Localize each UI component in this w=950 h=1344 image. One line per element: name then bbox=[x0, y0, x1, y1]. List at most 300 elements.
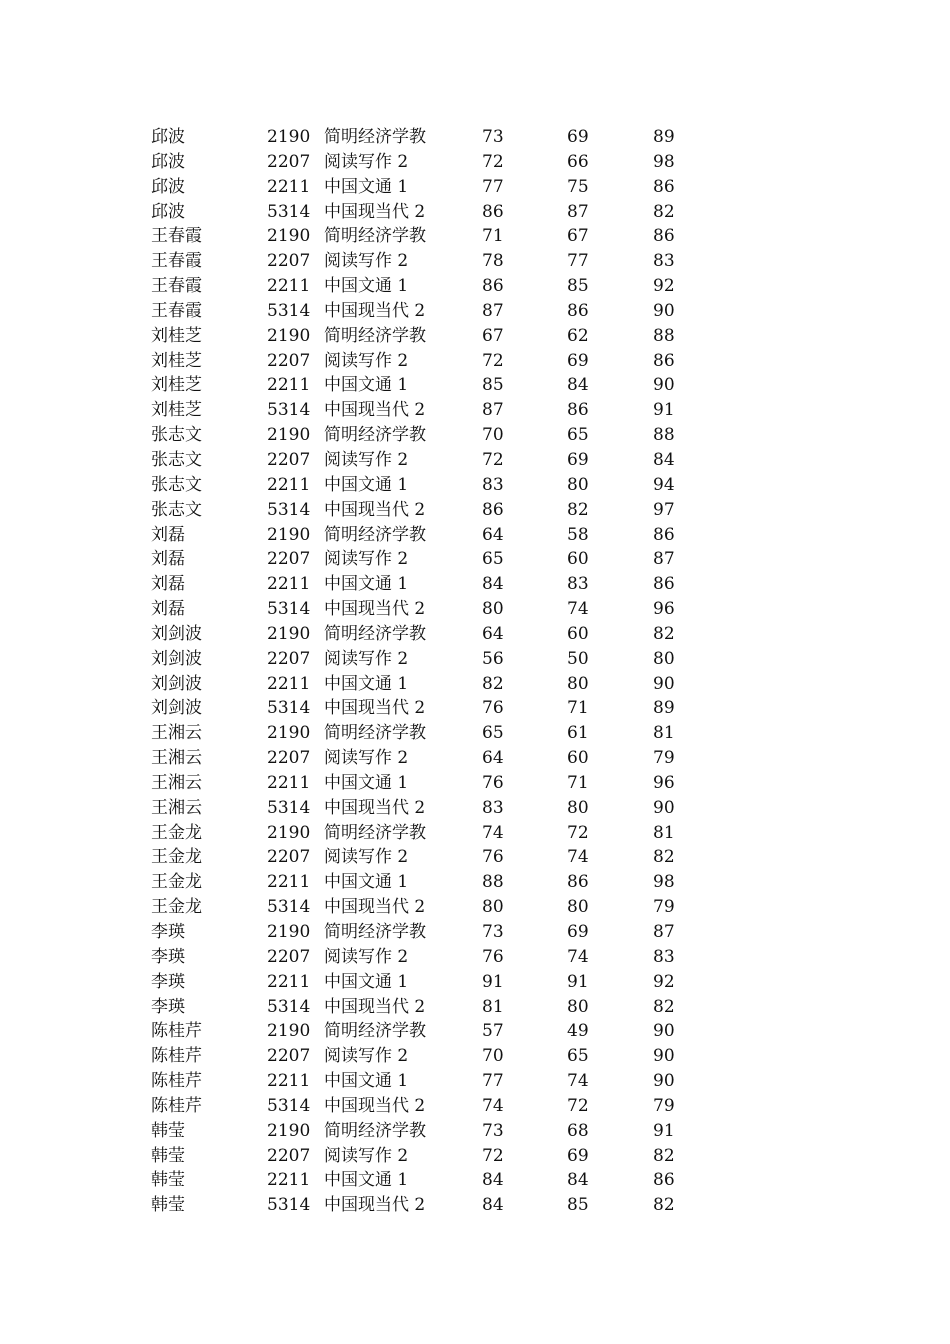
student-name-cell: 邱波 bbox=[151, 127, 185, 147]
table-row bbox=[151, 721, 711, 746]
student-name-cell: 刘剑波 bbox=[151, 648, 202, 669]
student-name-cell: 韩莹 bbox=[151, 1170, 185, 1191]
score-table bbox=[151, 125, 711, 1218]
course-name-cell: 简明经济学教 bbox=[324, 1021, 426, 1042]
score-regular-cell: 86 bbox=[653, 226, 675, 247]
score-exam-cell: 83 bbox=[567, 574, 589, 595]
course-name-cell: 中国现当代 2 bbox=[324, 499, 426, 520]
table-row bbox=[151, 920, 711, 945]
score-regular-cell: 87 bbox=[653, 922, 675, 942]
course-name-cell: 阅读写作 2 bbox=[324, 847, 409, 868]
score-total-cell: 80 bbox=[482, 599, 504, 620]
table-row bbox=[151, 398, 711, 423]
course-code-cell: 2211 bbox=[267, 673, 311, 694]
score-total-cell: 71 bbox=[482, 226, 504, 247]
score-total-cell: 87 bbox=[482, 300, 504, 321]
score-total-cell: 88 bbox=[482, 872, 504, 893]
score-total-cell: 64 bbox=[482, 524, 504, 545]
table-row bbox=[151, 746, 711, 771]
course-code-cell: 2211 bbox=[267, 772, 311, 793]
score-total-cell: 67 bbox=[482, 325, 504, 346]
score-total-cell: 84 bbox=[482, 574, 504, 595]
student-name-cell: 韩莹 bbox=[151, 1195, 185, 1216]
score-exam-cell: 87 bbox=[567, 201, 589, 222]
score-total-cell: 86 bbox=[482, 276, 504, 297]
course-code-cell: 2211 bbox=[267, 276, 311, 297]
score-exam-cell: 69 bbox=[567, 449, 589, 470]
student-name-cell: 张志文 bbox=[151, 499, 202, 520]
student-name-cell: 刘磊 bbox=[151, 524, 185, 545]
student-name-cell: 李瑛 bbox=[151, 996, 185, 1017]
score-total-cell: 86 bbox=[482, 499, 504, 520]
score-exam-cell: 91 bbox=[567, 971, 589, 992]
table-row bbox=[151, 1044, 711, 1069]
student-name-cell: 王金龙 bbox=[151, 822, 202, 843]
table-row bbox=[151, 1119, 711, 1144]
score-regular-cell: 96 bbox=[653, 599, 675, 620]
score-regular-cell: 82 bbox=[653, 996, 675, 1017]
score-regular-cell: 90 bbox=[653, 797, 675, 818]
student-name-cell: 刘磊 bbox=[151, 599, 185, 620]
score-exam-cell: 72 bbox=[567, 822, 589, 843]
course-name-cell: 简明经济学教 bbox=[324, 425, 426, 446]
student-name-cell: 李瑛 bbox=[151, 946, 185, 967]
score-regular-cell: 91 bbox=[653, 1120, 675, 1141]
student-name-cell: 陈桂芹 bbox=[151, 1071, 202, 1092]
course-code-cell: 5314 bbox=[267, 499, 311, 520]
student-name-cell: 王金龙 bbox=[151, 847, 202, 868]
table-row bbox=[151, 895, 711, 920]
student-name-cell: 刘剑波 bbox=[151, 673, 202, 694]
course-name-cell: 中国文通 1 bbox=[324, 872, 409, 893]
table-row bbox=[151, 771, 711, 796]
course-name-cell: 简明经济学教 bbox=[324, 922, 426, 942]
score-exam-cell: 69 bbox=[567, 127, 589, 147]
table-row bbox=[151, 597, 711, 622]
score-exam-cell: 86 bbox=[567, 400, 589, 421]
course-name-cell: 简明经济学教 bbox=[324, 127, 426, 147]
course-code-cell: 5314 bbox=[267, 698, 311, 719]
score-total-cell: 72 bbox=[482, 449, 504, 470]
score-exam-cell: 84 bbox=[567, 375, 589, 396]
score-total-cell: 72 bbox=[482, 1145, 504, 1166]
score-exam-cell: 68 bbox=[567, 1120, 589, 1141]
score-exam-cell: 74 bbox=[567, 1071, 589, 1092]
course-code-cell: 2207 bbox=[267, 449, 311, 470]
student-name-cell: 王湘云 bbox=[151, 772, 202, 793]
score-total-cell: 77 bbox=[482, 1071, 504, 1092]
score-regular-cell: 86 bbox=[653, 524, 675, 545]
table-row bbox=[151, 845, 711, 870]
course-code-cell: 2190 bbox=[267, 325, 311, 346]
score-total-cell: 72 bbox=[482, 350, 504, 371]
score-regular-cell: 90 bbox=[653, 375, 675, 396]
course-name-cell: 阅读写作 2 bbox=[324, 1145, 409, 1166]
student-name-cell: 刘桂芝 bbox=[151, 400, 202, 421]
student-name-cell: 陈桂芹 bbox=[151, 1046, 202, 1067]
table-row bbox=[151, 125, 711, 150]
score-regular-cell: 86 bbox=[653, 574, 675, 595]
score-exam-cell: 86 bbox=[567, 300, 589, 321]
course-name-cell: 中国文通 1 bbox=[324, 176, 409, 197]
score-regular-cell: 98 bbox=[653, 151, 675, 172]
course-name-cell: 中国文通 1 bbox=[324, 474, 409, 495]
course-name-cell: 简明经济学教 bbox=[324, 723, 426, 744]
score-total-cell: 76 bbox=[482, 772, 504, 793]
score-total-cell: 81 bbox=[482, 996, 504, 1017]
course-code-cell: 5314 bbox=[267, 996, 311, 1017]
score-exam-cell: 80 bbox=[567, 673, 589, 694]
course-name-cell: 简明经济学教 bbox=[324, 822, 426, 843]
course-code-cell: 5314 bbox=[267, 300, 311, 321]
course-name-cell: 简明经济学教 bbox=[324, 524, 426, 545]
course-name-cell: 中国现当代 2 bbox=[324, 797, 426, 818]
score-total-cell: 80 bbox=[482, 897, 504, 918]
score-total-cell: 84 bbox=[482, 1195, 504, 1216]
score-regular-cell: 87 bbox=[653, 549, 675, 570]
course-code-cell: 2207 bbox=[267, 1046, 311, 1067]
table-row bbox=[151, 423, 711, 448]
course-code-cell: 2190 bbox=[267, 623, 311, 644]
student-name-cell: 刘桂芝 bbox=[151, 325, 202, 346]
table-row bbox=[151, 995, 711, 1020]
table-row bbox=[151, 324, 711, 349]
score-exam-cell: 85 bbox=[567, 276, 589, 297]
course-name-cell: 中国文通 1 bbox=[324, 971, 409, 992]
table-row bbox=[151, 547, 711, 572]
table-row bbox=[151, 498, 711, 523]
score-exam-cell: 65 bbox=[567, 1046, 589, 1067]
table-row bbox=[151, 622, 711, 647]
table-row bbox=[151, 299, 711, 324]
course-name-cell: 阅读写作 2 bbox=[324, 748, 409, 769]
table-row bbox=[151, 572, 711, 597]
student-name-cell: 张志文 bbox=[151, 425, 202, 446]
student-name-cell: 陈桂芹 bbox=[151, 1021, 202, 1042]
course-code-cell: 2190 bbox=[267, 723, 311, 744]
course-name-cell: 中国文通 1 bbox=[324, 1071, 409, 1092]
score-regular-cell: 90 bbox=[653, 1046, 675, 1067]
course-code-cell: 2211 bbox=[267, 872, 311, 893]
course-code-cell: 2190 bbox=[267, 127, 311, 147]
course-code-cell: 2211 bbox=[267, 474, 311, 495]
student-name-cell: 韩莹 bbox=[151, 1120, 185, 1141]
course-code-cell: 5314 bbox=[267, 400, 311, 421]
table-row bbox=[151, 448, 711, 473]
score-total-cell: 76 bbox=[482, 946, 504, 967]
score-total-cell: 76 bbox=[482, 698, 504, 719]
score-exam-cell: 75 bbox=[567, 176, 589, 197]
score-regular-cell: 90 bbox=[653, 1021, 675, 1042]
course-code-cell: 2211 bbox=[267, 971, 311, 992]
table-row bbox=[151, 1069, 711, 1094]
score-regular-cell: 90 bbox=[653, 1071, 675, 1092]
score-regular-cell: 86 bbox=[653, 1170, 675, 1191]
score-total-cell: 70 bbox=[482, 1046, 504, 1067]
score-exam-cell: 80 bbox=[567, 797, 589, 818]
score-total-cell: 64 bbox=[482, 748, 504, 769]
student-name-cell: 王春霞 bbox=[151, 300, 202, 321]
student-name-cell: 王春霞 bbox=[151, 226, 202, 247]
table-row bbox=[151, 696, 711, 721]
course-name-cell: 中国现当代 2 bbox=[324, 698, 426, 719]
student-name-cell: 王湘云 bbox=[151, 797, 202, 818]
student-name-cell: 王金龙 bbox=[151, 897, 202, 918]
score-regular-cell: 94 bbox=[653, 474, 675, 495]
score-exam-cell: 74 bbox=[567, 599, 589, 620]
score-regular-cell: 84 bbox=[653, 449, 675, 470]
course-code-cell: 5314 bbox=[267, 1195, 311, 1216]
score-total-cell: 64 bbox=[482, 623, 504, 644]
course-name-cell: 中国现当代 2 bbox=[324, 599, 426, 620]
score-exam-cell: 60 bbox=[567, 748, 589, 769]
course-name-cell: 中国现当代 2 bbox=[324, 400, 426, 421]
student-name-cell: 刘磊 bbox=[151, 574, 185, 595]
table-row bbox=[151, 1168, 711, 1193]
course-code-cell: 2207 bbox=[267, 251, 311, 272]
course-code-cell: 2190 bbox=[267, 226, 311, 247]
score-regular-cell: 98 bbox=[653, 872, 675, 893]
course-code-cell: 2211 bbox=[267, 1071, 311, 1092]
score-regular-cell: 96 bbox=[653, 772, 675, 793]
score-total-cell: 74 bbox=[482, 822, 504, 843]
course-name-cell: 中国现当代 2 bbox=[324, 996, 426, 1017]
table-row bbox=[151, 200, 711, 225]
student-name-cell: 张志文 bbox=[151, 449, 202, 470]
score-regular-cell: 82 bbox=[653, 847, 675, 868]
student-name-cell: 王湘云 bbox=[151, 723, 202, 744]
score-total-cell: 56 bbox=[482, 648, 504, 669]
course-code-cell: 2190 bbox=[267, 1021, 311, 1042]
student-name-cell: 李瑛 bbox=[151, 922, 185, 942]
student-name-cell: 王春霞 bbox=[151, 251, 202, 272]
score-total-cell: 85 bbox=[482, 375, 504, 396]
course-code-cell: 2207 bbox=[267, 1145, 311, 1166]
course-code-cell: 5314 bbox=[267, 897, 311, 918]
course-code-cell: 2190 bbox=[267, 922, 311, 942]
course-name-cell: 中国现当代 2 bbox=[324, 300, 426, 321]
score-regular-cell: 89 bbox=[653, 127, 675, 147]
course-name-cell: 中国文通 1 bbox=[324, 574, 409, 595]
score-exam-cell: 69 bbox=[567, 1145, 589, 1166]
course-code-cell: 2207 bbox=[267, 151, 311, 172]
student-name-cell: 邱波 bbox=[151, 201, 185, 222]
table-row bbox=[151, 1144, 711, 1169]
score-exam-cell: 74 bbox=[567, 946, 589, 967]
student-name-cell: 刘磊 bbox=[151, 549, 185, 570]
student-name-cell: 王金龙 bbox=[151, 872, 202, 893]
table-row bbox=[151, 274, 711, 299]
course-code-cell: 5314 bbox=[267, 599, 311, 620]
course-name-cell: 简明经济学教 bbox=[324, 623, 426, 644]
score-exam-cell: 61 bbox=[567, 723, 589, 744]
course-name-cell: 阅读写作 2 bbox=[324, 946, 409, 967]
score-regular-cell: 79 bbox=[653, 1095, 675, 1116]
score-regular-cell: 81 bbox=[653, 822, 675, 843]
student-name-cell: 王春霞 bbox=[151, 276, 202, 297]
score-total-cell: 77 bbox=[482, 176, 504, 197]
course-code-cell: 2207 bbox=[267, 350, 311, 371]
score-regular-cell: 79 bbox=[653, 897, 675, 918]
score-regular-cell: 97 bbox=[653, 499, 675, 520]
table-row bbox=[151, 473, 711, 498]
score-exam-cell: 80 bbox=[567, 897, 589, 918]
score-regular-cell: 91 bbox=[653, 400, 675, 421]
score-regular-cell: 88 bbox=[653, 425, 675, 446]
table-row bbox=[151, 349, 711, 374]
course-code-cell: 5314 bbox=[267, 201, 311, 222]
score-exam-cell: 71 bbox=[567, 698, 589, 719]
course-name-cell: 中国文通 1 bbox=[324, 375, 409, 396]
student-name-cell: 刘桂芝 bbox=[151, 375, 202, 396]
score-total-cell: 84 bbox=[482, 1170, 504, 1191]
table-row bbox=[151, 150, 711, 175]
score-regular-cell: 90 bbox=[653, 673, 675, 694]
table-row bbox=[151, 523, 711, 548]
score-exam-cell: 49 bbox=[567, 1021, 589, 1042]
score-exam-cell: 58 bbox=[567, 524, 589, 545]
student-name-cell: 刘剑波 bbox=[151, 623, 202, 644]
score-total-cell: 78 bbox=[482, 251, 504, 272]
score-regular-cell: 86 bbox=[653, 176, 675, 197]
table-row bbox=[151, 672, 711, 697]
score-exam-cell: 77 bbox=[567, 251, 589, 272]
table-row bbox=[151, 1193, 711, 1218]
course-name-cell: 中国文通 1 bbox=[324, 673, 409, 694]
score-total-cell: 70 bbox=[482, 425, 504, 446]
table-row bbox=[151, 970, 711, 995]
score-regular-cell: 82 bbox=[653, 1145, 675, 1166]
course-name-cell: 阅读写作 2 bbox=[324, 151, 409, 172]
score-total-cell: 86 bbox=[482, 201, 504, 222]
course-name-cell: 中国文通 1 bbox=[324, 772, 409, 793]
score-total-cell: 83 bbox=[482, 474, 504, 495]
student-name-cell: 刘桂芝 bbox=[151, 350, 202, 371]
score-total-cell: 65 bbox=[482, 549, 504, 570]
table-row bbox=[151, 1094, 711, 1119]
score-exam-cell: 60 bbox=[567, 549, 589, 570]
student-name-cell: 陈桂芹 bbox=[151, 1095, 202, 1116]
table-row bbox=[151, 249, 711, 274]
table-row bbox=[151, 175, 711, 200]
course-code-cell: 2211 bbox=[267, 176, 311, 197]
course-name-cell: 简明经济学教 bbox=[324, 325, 426, 346]
score-regular-cell: 83 bbox=[653, 251, 675, 272]
table-row bbox=[151, 821, 711, 846]
course-name-cell: 阅读写作 2 bbox=[324, 251, 409, 272]
score-exam-cell: 69 bbox=[567, 922, 589, 942]
score-exam-cell: 74 bbox=[567, 847, 589, 868]
student-name-cell: 韩莹 bbox=[151, 1145, 185, 1166]
score-total-cell: 87 bbox=[482, 400, 504, 421]
course-name-cell: 阅读写作 2 bbox=[324, 648, 409, 669]
score-total-cell: 57 bbox=[482, 1021, 504, 1042]
score-regular-cell: 83 bbox=[653, 946, 675, 967]
score-total-cell: 72 bbox=[482, 151, 504, 172]
score-total-cell: 83 bbox=[482, 797, 504, 818]
score-exam-cell: 86 bbox=[567, 872, 589, 893]
course-code-cell: 2207 bbox=[267, 648, 311, 669]
score-total-cell: 73 bbox=[482, 127, 504, 147]
score-total-cell: 74 bbox=[482, 1095, 504, 1116]
table-row bbox=[151, 870, 711, 895]
score-exam-cell: 65 bbox=[567, 425, 589, 446]
score-regular-cell: 82 bbox=[653, 1195, 675, 1216]
course-name-cell: 阅读写作 2 bbox=[324, 449, 409, 470]
course-name-cell: 中国现当代 2 bbox=[324, 1095, 426, 1116]
course-name-cell: 中国现当代 2 bbox=[324, 201, 426, 222]
score-total-cell: 82 bbox=[482, 673, 504, 694]
score-total-cell: 91 bbox=[482, 971, 504, 992]
score-regular-cell: 92 bbox=[653, 971, 675, 992]
course-name-cell: 阅读写作 2 bbox=[324, 549, 409, 570]
score-regular-cell: 89 bbox=[653, 698, 675, 719]
score-exam-cell: 82 bbox=[567, 499, 589, 520]
course-code-cell: 2207 bbox=[267, 748, 311, 769]
course-name-cell: 阅读写作 2 bbox=[324, 1046, 409, 1067]
course-name-cell: 简明经济学教 bbox=[324, 226, 426, 247]
course-code-cell: 2207 bbox=[267, 946, 311, 967]
score-exam-cell: 80 bbox=[567, 474, 589, 495]
student-name-cell: 李瑛 bbox=[151, 971, 185, 992]
score-regular-cell: 80 bbox=[653, 648, 675, 669]
score-exam-cell: 71 bbox=[567, 772, 589, 793]
score-exam-cell: 50 bbox=[567, 648, 589, 669]
course-code-cell: 2211 bbox=[267, 375, 311, 396]
course-name-cell: 阅读写作 2 bbox=[324, 350, 409, 371]
course-code-cell: 2207 bbox=[267, 847, 311, 868]
course-code-cell: 2211 bbox=[267, 1170, 311, 1191]
table-row bbox=[151, 796, 711, 821]
score-exam-cell: 67 bbox=[567, 226, 589, 247]
course-code-cell: 2190 bbox=[267, 524, 311, 545]
score-regular-cell: 82 bbox=[653, 201, 675, 222]
score-exam-cell: 69 bbox=[567, 350, 589, 371]
score-exam-cell: 62 bbox=[567, 325, 589, 346]
student-name-cell: 邱波 bbox=[151, 176, 185, 197]
score-total-cell: 76 bbox=[482, 847, 504, 868]
table-row bbox=[151, 373, 711, 398]
course-code-cell: 2190 bbox=[267, 822, 311, 843]
table-row bbox=[151, 224, 711, 249]
score-regular-cell: 82 bbox=[653, 623, 675, 644]
course-code-cell: 2207 bbox=[267, 549, 311, 570]
student-name-cell: 张志文 bbox=[151, 474, 202, 495]
score-exam-cell: 72 bbox=[567, 1095, 589, 1116]
course-name-cell: 简明经济学教 bbox=[324, 1120, 426, 1141]
score-regular-cell: 88 bbox=[653, 325, 675, 346]
course-code-cell: 2190 bbox=[267, 1120, 311, 1141]
score-regular-cell: 86 bbox=[653, 350, 675, 371]
student-name-cell: 邱波 bbox=[151, 151, 185, 172]
course-code-cell: 5314 bbox=[267, 797, 311, 818]
course-code-cell: 2211 bbox=[267, 574, 311, 595]
score-total-cell: 73 bbox=[482, 922, 504, 942]
course-code-cell: 5314 bbox=[267, 1095, 311, 1116]
score-exam-cell: 84 bbox=[567, 1170, 589, 1191]
student-name-cell: 王湘云 bbox=[151, 748, 202, 769]
table-row bbox=[151, 945, 711, 970]
score-total-cell: 65 bbox=[482, 723, 504, 744]
score-exam-cell: 66 bbox=[567, 151, 589, 172]
score-regular-cell: 92 bbox=[653, 276, 675, 297]
score-regular-cell: 81 bbox=[653, 723, 675, 744]
table-row bbox=[151, 647, 711, 672]
course-name-cell: 中国文通 1 bbox=[324, 276, 409, 297]
course-code-cell: 2190 bbox=[267, 425, 311, 446]
score-exam-cell: 85 bbox=[567, 1195, 589, 1216]
score-total-cell: 73 bbox=[482, 1120, 504, 1141]
